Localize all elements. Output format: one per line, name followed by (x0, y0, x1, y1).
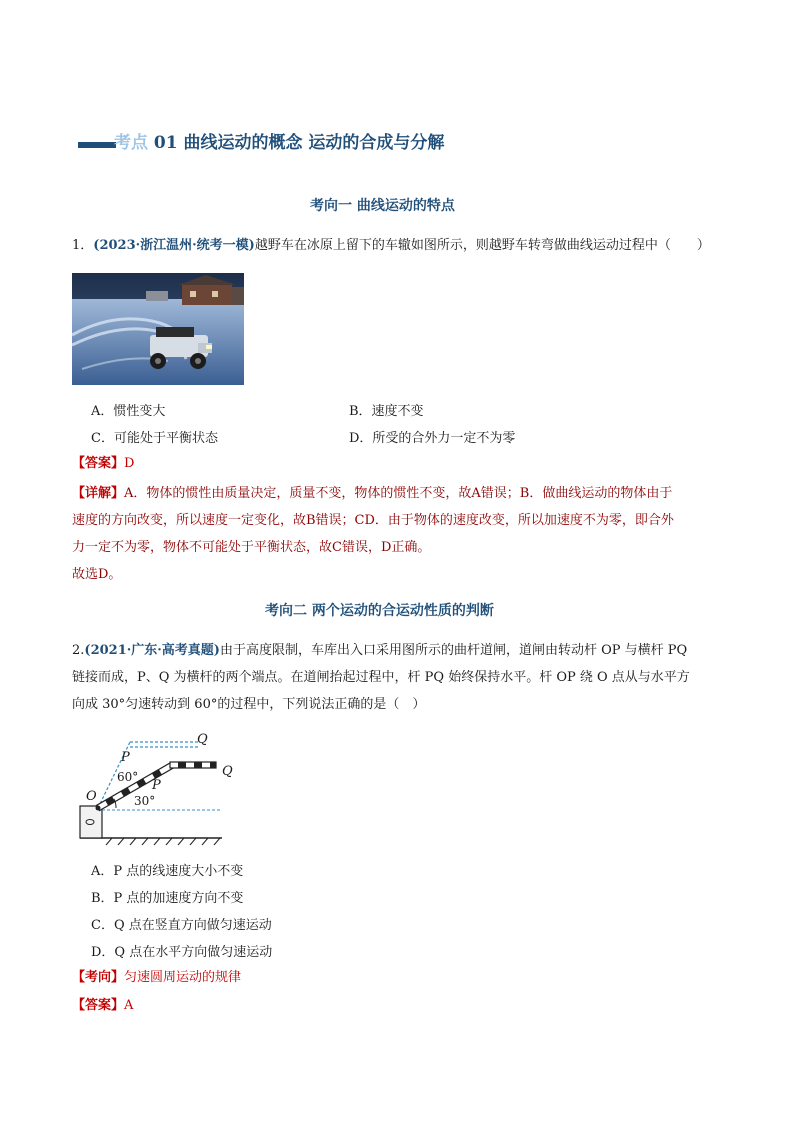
q2-option-d: D．Q 点在水平方向做匀速运动 (91, 945, 273, 960)
q2-option-b: B．P 点的加速度方向不变 (91, 891, 244, 906)
section-prefix: 考点 (114, 133, 148, 153)
q2-stem-line-3: 向成 30°匀速转动到 60°的过程中，下列说法正确的是（ ） (72, 697, 426, 712)
section-number: 01 (153, 133, 178, 153)
q1-explain-text-1: A．物体的惯性由质量决定，质量不变，物体的惯性不变，故A错误；B．做曲线运动的物体由于 (124, 486, 673, 501)
label-q-upper: Q (197, 732, 208, 747)
q1-answer (72, 454, 134, 474)
q1-explain-line-4: 故选D。 (72, 567, 122, 582)
q1-explain-line-3: 力一定不为零，物体不可能处于平衡状态，故C错误，D正确。 (72, 540, 431, 555)
aspect1-title: 考向一 曲线运动的特点 (310, 198, 455, 214)
label-q-lower: Q (222, 764, 233, 779)
q2-stem-line-2: 链接而成，P、Q 为横杆的两个端点。在道闸抬起过程中，杆 PQ 始终保持水平。杆 OP 绕 O 点从与水平方 (72, 670, 690, 685)
q2-option-c: C．Q 点在竖直方向做匀速运动 (91, 918, 272, 933)
q1-explain-label: 【详解】 (72, 486, 125, 501)
q1-explain-line-1 (72, 482, 672, 501)
section-title-text: 曲线运动的概念 运动的合成与分解 (183, 133, 445, 153)
aspect2-title: 考向二 两个运动的合运动性质的判断 (265, 603, 494, 619)
q2-option-a: A．P 点的线速度大小不变 (91, 864, 244, 879)
q2-number: 2. (72, 643, 85, 658)
section-title (114, 128, 444, 153)
q1-stem-text: 越野车在冰原上留下的车辙如图所示，则越野车转弯做曲线运动过程中（ ） (254, 238, 710, 253)
q2-answer-value: A (124, 998, 134, 1013)
q1-answer-label: 【答案】 (72, 456, 125, 471)
section-bar (78, 142, 116, 148)
q2-stem-line-1: 2.(2021·广东·高考真题)由于高度限制，车库出入口采用图所示的曲杆道闸，道闸由转动杆 OP 与横杆 PQ (72, 643, 688, 658)
q1-option-a: A．惯性变大 (91, 404, 166, 419)
q1-number: 1． (72, 238, 94, 253)
barrier-gate-figure (72, 728, 252, 846)
q2-aspect (72, 968, 241, 988)
label-o: O (86, 789, 97, 804)
q2-source: 2021·广东·高考真题 (90, 643, 214, 658)
q2-aspect-value: 匀速圆周运动的规律 (124, 970, 242, 985)
label-p-lower: P (152, 778, 161, 793)
q1-source: 2023·浙江温州·统考一模 (99, 238, 249, 253)
jeep-photo (72, 273, 244, 385)
q2-answer (72, 996, 133, 1016)
q1-option-d: D．所受的合外力一定不为零 (349, 431, 516, 446)
label-angle-60: 60° (117, 770, 139, 784)
q1-option-c: C．可能处于平衡状态 (91, 431, 218, 446)
label-p-upper: P (121, 750, 130, 765)
q1-stem: 1．(2023·浙江温州·统考一模)越野车在冰原上留下的车辙如图所示，则越野车转弯做曲线运动过程中（ ） (72, 238, 710, 253)
q2-answer-label: 【答案】 (72, 998, 125, 1013)
q2-aspect-label: 【考向】 (72, 970, 125, 985)
q1-explain-line-2: 速度的方向改变，所以速度一定变化，故B错误；CD．由于物体的速度改变，所以加速度不为零，即合外 (72, 513, 674, 528)
q2-stem-text-1: 由于高度限制，车库出入口采用图所示的曲杆道闸，道闸由转动杆 OP 与横杆 PQ (219, 643, 688, 658)
label-angle-30: 30° (134, 794, 156, 808)
q1-option-b: B．速度不变 (349, 404, 424, 419)
q1-answer-value: D (124, 456, 135, 471)
